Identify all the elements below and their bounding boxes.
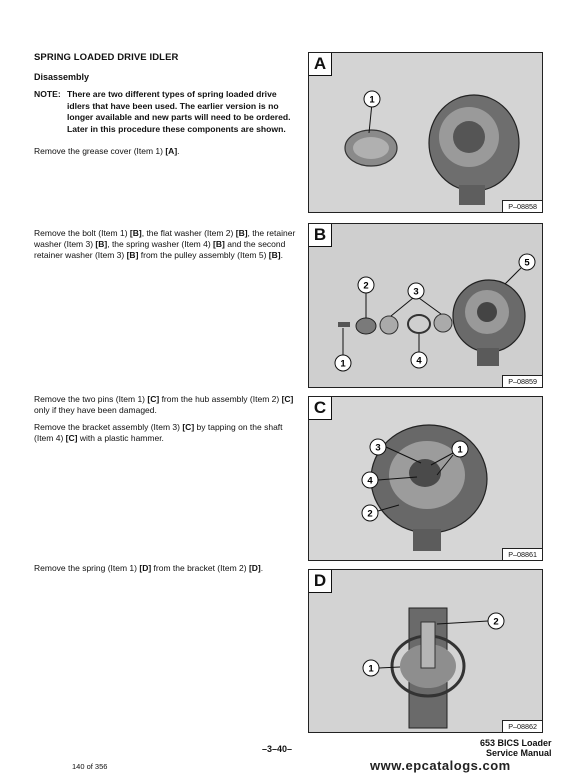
step-text: .	[177, 146, 180, 156]
step-text: with a plastic hammer.	[77, 433, 164, 444]
callout-3: 3	[413, 286, 419, 298]
manual-title	[480, 738, 552, 758]
figure-reference: [A]	[165, 146, 178, 156]
callout-1: 1	[340, 358, 346, 370]
step-text: from the bracket (Item 2)	[151, 563, 249, 573]
step-paragraph	[34, 422, 298, 444]
figure-reference: [C]	[281, 394, 294, 404]
idler-parts-photo	[309, 224, 543, 388]
photo-number: P–08862	[502, 720, 543, 733]
website-watermark: www.epcatalogs.com	[370, 758, 511, 773]
figure-reference: [B]	[126, 250, 139, 261]
figure-d	[308, 569, 543, 733]
figure-reference: [B]	[235, 228, 248, 238]
callout-2: 2	[367, 508, 373, 520]
note-block	[34, 89, 296, 135]
step-text: , the flat washer (Item 2)	[141, 228, 236, 238]
step-text: Remove the bolt (Item 1)	[34, 228, 130, 238]
callout-2: 2	[493, 616, 499, 628]
figure-reference: [B]	[129, 228, 142, 238]
step-text: from the hub assembly (Item 2)	[159, 394, 282, 404]
step-text: Remove the spring (Item 1)	[34, 563, 140, 573]
step-text: , the retainer washer (Item 3)	[34, 228, 296, 250]
callout-1: 1	[369, 94, 375, 106]
step-text: and the second retainer washer (Item 3)	[34, 239, 286, 261]
figure-a	[308, 52, 543, 213]
step-paragraph	[34, 563, 298, 574]
grease-cover-photo	[309, 53, 543, 213]
step-paragraph	[34, 394, 298, 416]
figure-label: B	[308, 223, 332, 247]
callout-3: 3	[375, 442, 381, 454]
step-text: Remove the bracket assembly (Item 3)	[34, 422, 183, 432]
note-label: NOTE:	[34, 89, 61, 99]
subsection-heading: Disassembly	[34, 72, 90, 82]
callout-1: 1	[457, 444, 463, 456]
manual-title-line1: 653 BICS Loader	[480, 738, 552, 748]
figure-c	[308, 396, 543, 561]
section-heading: SPRING LOADED DRIVE IDLER	[34, 52, 179, 63]
photo-number: P–08859	[502, 375, 543, 388]
figure-reference: [B]	[95, 239, 108, 250]
figure-reference: [C]	[65, 433, 78, 444]
figure-reference: [C]	[182, 422, 195, 432]
photo-number: P–08858	[502, 200, 543, 213]
figure-label: D	[308, 569, 332, 593]
manual-title-line2: Service Manual	[486, 748, 552, 758]
callout-4: 4	[367, 475, 373, 487]
step-text: by tapping on the shaft (Item 4)	[34, 422, 283, 444]
figure-label: C	[308, 396, 332, 420]
step-text: .	[280, 250, 283, 261]
callout-1: 1	[368, 663, 374, 675]
step-text: Remove the two pins (Item 1)	[34, 394, 148, 404]
step-text: .	[260, 563, 264, 573]
step-text: from the pulley assembly (Item 5)	[138, 250, 269, 261]
callout-2: 2	[363, 280, 369, 292]
callout-4: 4	[416, 355, 422, 367]
step-text: Remove the grease cover (Item 1)	[34, 146, 166, 156]
figure-reference: [D]	[248, 563, 261, 573]
step-text: only if they have been damaged.	[34, 405, 157, 416]
callout-5: 5	[524, 257, 530, 269]
figure-label: A	[308, 52, 332, 76]
page-count: 140 of 356	[72, 762, 108, 771]
figure-reference: [C]	[147, 394, 160, 404]
spring-bracket-photo	[309, 570, 543, 733]
step-paragraph	[34, 146, 298, 157]
step-paragraph	[34, 228, 298, 262]
hub-assembly-photo	[309, 397, 543, 561]
figure-reference: [B]	[213, 239, 225, 250]
page-number: –3–40–	[262, 744, 293, 754]
photo-number: P–08861	[502, 548, 543, 561]
figure-reference: [D]	[139, 563, 152, 573]
figure-b	[308, 223, 543, 388]
figure-reference: [B]	[268, 250, 281, 261]
step-text: , the spring washer (Item 4)	[107, 239, 214, 250]
note-text: There are two different types of spring loaded drive idlers that have been used. The earlier version is no longer available and new parts will need to be ordered. Later in this procedure these components are shown.	[67, 89, 291, 134]
